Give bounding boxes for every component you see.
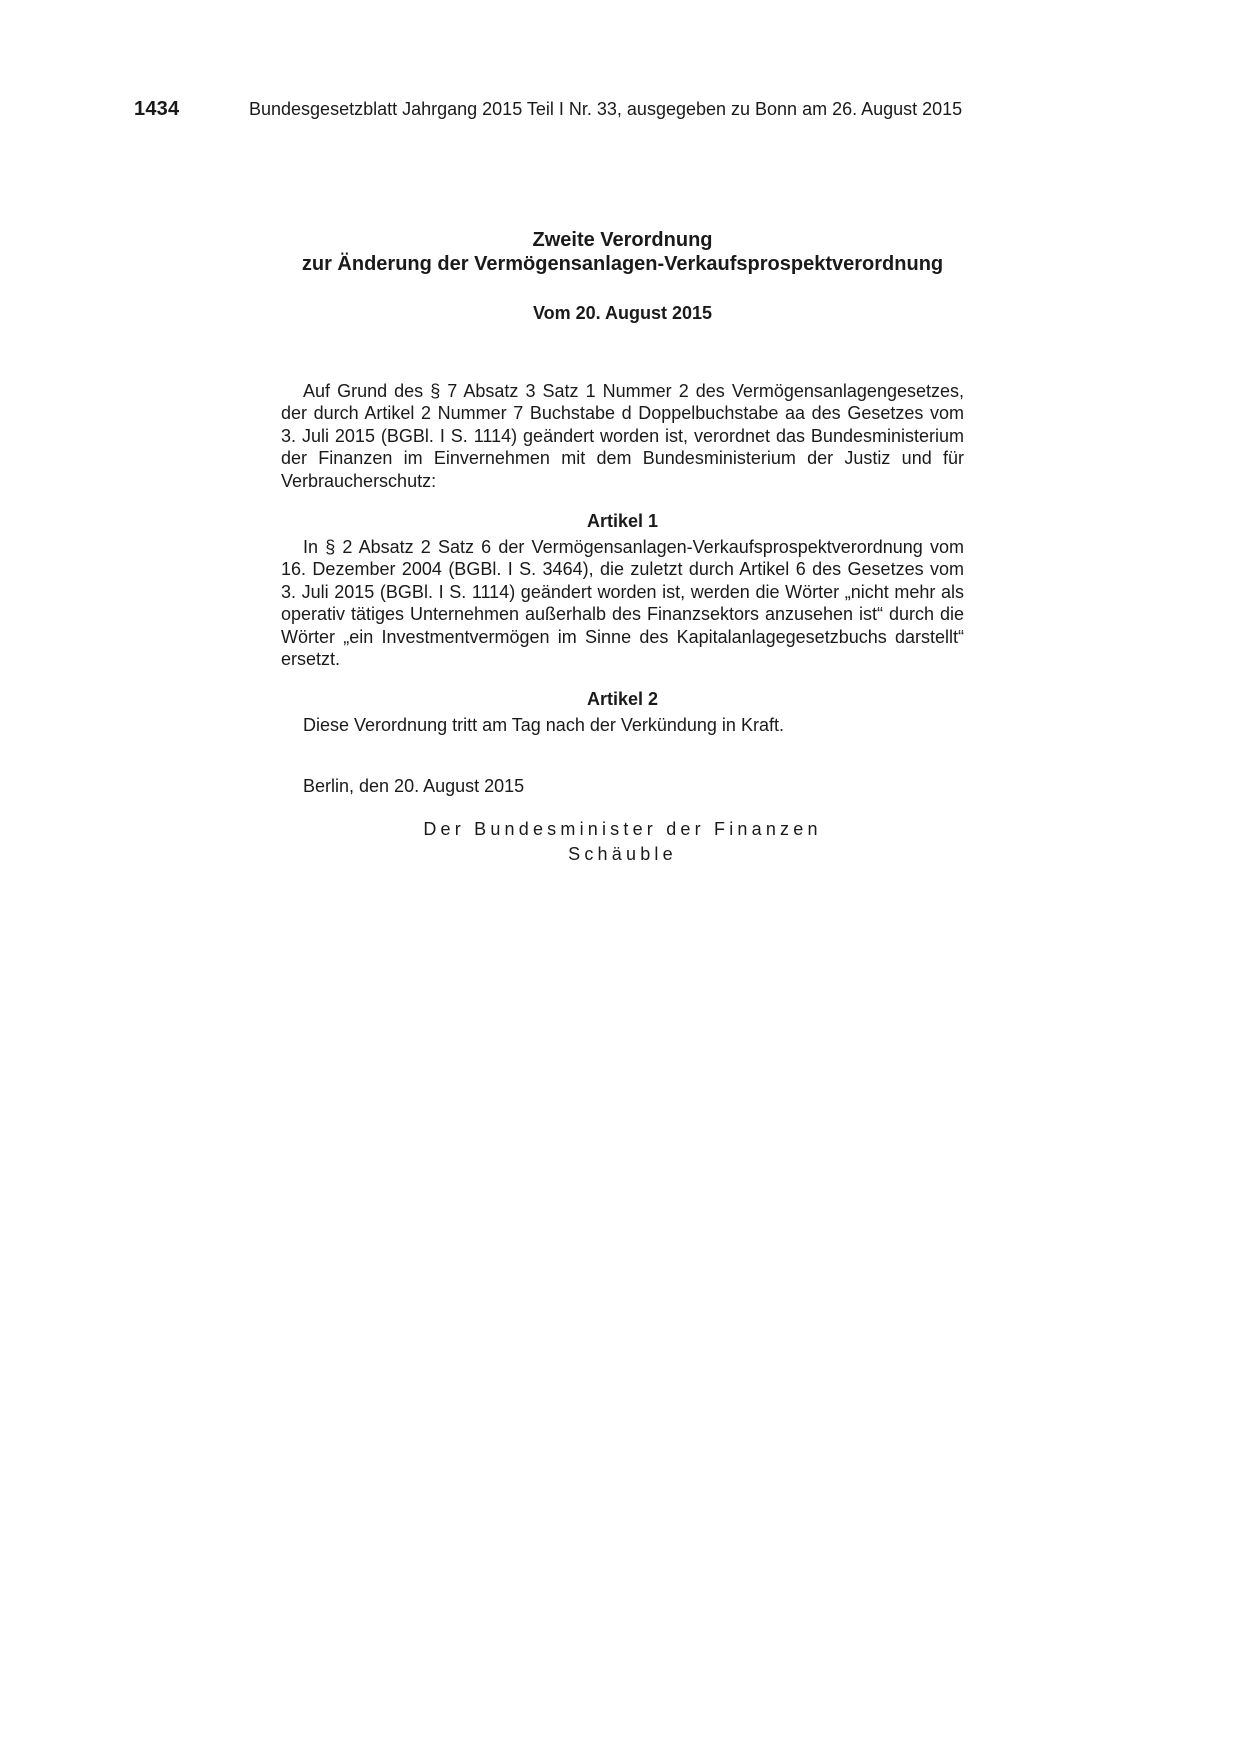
signatory-name: Schäuble bbox=[568, 843, 677, 864]
title-line-2: zur Änderung der Vermögensanlagen-Verkaufsprospektverordnung bbox=[301, 253, 944, 275]
title-line-1: Zweite Verordnung bbox=[532, 229, 713, 251]
signature-block bbox=[281, 817, 964, 867]
document-title bbox=[281, 228, 964, 276]
article-1-heading: Artikel 1 bbox=[586, 511, 659, 532]
preamble: Auf Grund des § 7 Absatz 3 Satz 1 Nummer 2 des Vermögensanlagengesetzes, der durch Artikel 2 Nummer 7 Buchstabe d Doppelbuchstabe aa des Gesetzes vom 3. Juli 2015 (BGBl. I S. 1114) geändert worden ist, verordnet das Bundesministerium der Finanzen im Einvernehmen mit dem Bundesministerium der Justiz und für Verbraucherschutz: bbox=[281, 381, 964, 491]
running-head: Bundesgesetzblatt Jahrgang 2015 Teil I Nr. 33, ausgegeben zu Bonn am 26. August 2015 bbox=[249, 99, 963, 119]
signatory-office: Der Bundesminister der Finanzen bbox=[423, 818, 822, 839]
page-number: 1434 bbox=[134, 98, 180, 120]
article-2-text: Diese Verordnung tritt am Tag nach der Verkündung in Kraft. bbox=[303, 715, 784, 736]
place-and-date: Berlin, den 20. August 2015 bbox=[303, 775, 525, 796]
document-body bbox=[281, 228, 964, 867]
article-1-text: In § 2 Absatz 2 Satz 6 der Vermögensanlagen-Verkaufsprospektverordnung vom 16. Dezember 2004 (BGBl. I S. 3464), die zuletzt durch Artikel 6 des Gesetzes vom 3. Juli 2015 (BGBl. I S. 1114) geändert worden ist, werden die Wörter „nicht mehr als operativ tätiges Unternehmen außerhalb des Finanzsektors anzusehen ist“ durch die Wörter „ein Investmentvermögen im Sinne des Kapitalanlagegesetzbuchs darstellt“ ersetzt. bbox=[281, 537, 964, 670]
issue-date: Vom 20. August 2015 bbox=[532, 303, 713, 323]
page-header bbox=[134, 98, 1014, 128]
article-2-heading: Artikel 2 bbox=[586, 689, 659, 710]
